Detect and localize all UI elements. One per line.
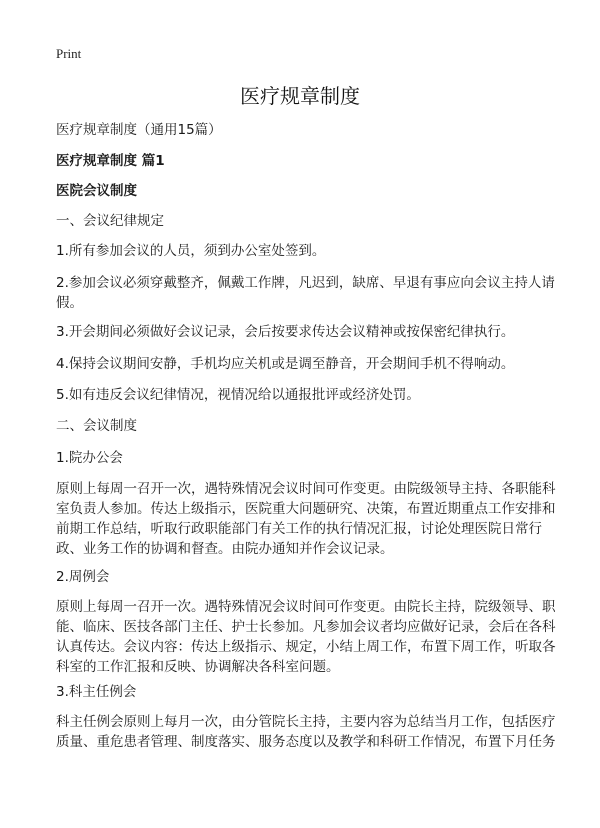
document-title: 医疗规章制度 <box>240 84 360 108</box>
rule-item-2: 2.参加会议必须穿戴整齐，佩戴工作牌，凡迟到，缺席、早退有事应向会议主持人请假。 <box>56 275 555 311</box>
print-link[interactable]: Print <box>56 46 82 61</box>
rule-item-5: 5.如有违反会议纪律情况，视情况给以通报批评或经济处罚。 <box>56 387 420 403</box>
subheading-director-meeting: 3.科主任例会 <box>56 684 137 700</box>
rule-item-1: 1.所有参加会议的人员，须到办公室处签到。 <box>56 243 326 259</box>
heading-meeting-discipline: 一、会议纪律规定 <box>56 213 164 229</box>
section-heading-meeting-system: 医院会议制度 <box>56 183 137 199</box>
subheading-weekly-meeting: 2.周例会 <box>56 569 110 585</box>
section-heading-article-1: 医疗规章制度 篇1 <box>56 153 165 169</box>
subtitle: 医疗规章制度（通用15篇） <box>56 122 222 138</box>
paragraph-director-meeting: 科主任例会原则上每月一次，由分管院长主持，主要内容为总结当月工作，包括医疗质量、重危患者管理、制度落实、服务态度以及教学和科研工作情况，布置下月任务 <box>56 714 556 750</box>
heading-meeting-rules: 二、会议制度 <box>56 418 137 434</box>
rule-item-4: 4.保持会议期间安静，手机均应关机或是调至静音，开会期间手机不得响动。 <box>56 356 515 372</box>
rule-item-3: 3.开会期间必须做好会议记录，会后按要求传达会议精神或按保密纪律执行。 <box>56 324 515 340</box>
paragraph-weekly-meeting: 原则上每周一召开一次。遇特殊情况会议时间可作变更。由院长主持，院级领导、职能、临床、医技各部门主任、护士长参加。凡参加会议者均应做好记录，会后在各科认真传达。会议内容：传达上级指示、规定，小结上周工作，布置下周工作，听取各科室的工作汇报和反映、协调解决各科室问题。 <box>56 599 556 675</box>
subheading-office-meeting: 1.院办公会 <box>56 450 123 466</box>
paragraph-office-meeting: 原则上每周一召开一次，遇特殊情况会议时间可作变更。由院级领导主持、各职能科室负责人参加。传达上级指示，医院重大问题研究、决策，布置近期重点工作安排和前期工作总结，听取行政职能部门有关工作的执行情况汇报，讨论处理医院日常行政、业务工作的协调和督查。由院办通知并作会议记录。 <box>56 481 556 557</box>
